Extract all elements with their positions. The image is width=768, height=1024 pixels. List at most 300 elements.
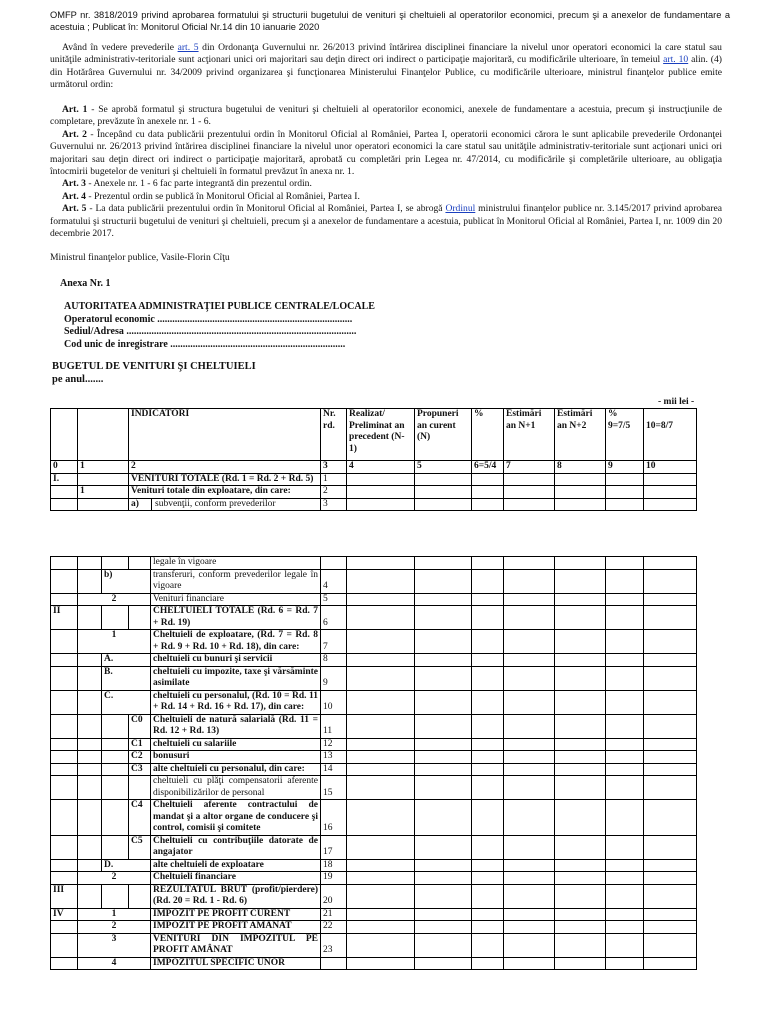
row-section	[51, 921, 78, 934]
value-cell	[347, 800, 415, 836]
value-cell	[606, 859, 644, 872]
table-row	[51, 872, 697, 885]
value-cell	[606, 557, 644, 570]
value-cell	[472, 630, 504, 654]
value-cell	[555, 486, 606, 499]
value-cell	[644, 872, 697, 885]
row-code	[129, 606, 151, 630]
row-code: C3	[129, 763, 151, 776]
row-section	[51, 486, 78, 499]
value-cell	[644, 569, 697, 593]
col-number: 10	[644, 461, 697, 474]
value-cell	[347, 666, 415, 690]
value-cell	[472, 557, 504, 570]
operator-line: Operatorul economic ..............................................................................	[64, 313, 353, 325]
value-cell	[555, 921, 606, 934]
row-section: IV	[51, 908, 78, 921]
col-ratio-10	[644, 409, 697, 461]
value-cell	[472, 859, 504, 872]
article-text: - Începând cu data publicării prezentului ordin în Monitorul Oficial al României, Partea I, operatorii economici cărora le sunt aplicabile prevederile Ordonanţei Guvernului nr. 26/2013 privind întărirea disciplinei financiare la nivelul unor operatori economici la care statul sau unităţile administrativ-teritoriale sunt acţionari unici ori majoritari sau deţin direct ori indirect o participaţie majoritară, aprobată cu completări prin Legea nr. 47/2014, cu modificările şi completările ulterioare, au obligaţia întocmirii bugetelor de venituri şi cheltuieli în formatul prevăzut în anexa nr. 1.	[50, 128, 722, 178]
row-sub: 4	[78, 957, 151, 970]
article-4	[50, 191, 722, 203]
value-cell	[644, 800, 697, 836]
value-cell	[415, 957, 472, 970]
col-est1: Estimări an N+1	[504, 409, 555, 461]
table-row	[51, 884, 697, 908]
value-cell	[415, 738, 472, 751]
col-pct2-label: %	[608, 409, 618, 419]
row-letter: a)	[131, 499, 152, 511]
row-sub	[78, 800, 102, 836]
article-text: - Prezentul ordin se publică în Monitorul Oficial al României, Partea I.	[85, 190, 360, 202]
value-cell	[606, 498, 644, 511]
value-cell	[472, 933, 504, 957]
row-number: 18	[321, 859, 347, 872]
value-cell	[415, 776, 472, 800]
value-cell	[504, 569, 555, 593]
value-cell	[347, 654, 415, 667]
value-cell	[504, 606, 555, 630]
row-section	[51, 557, 78, 570]
col-number: 4	[347, 461, 415, 474]
value-cell	[415, 751, 472, 764]
table-row	[51, 763, 697, 776]
value-cell	[555, 763, 606, 776]
value-cell	[472, 606, 504, 630]
value-cell	[415, 884, 472, 908]
row-sub: 1	[78, 486, 129, 499]
value-cell	[415, 933, 472, 957]
value-cell	[555, 690, 606, 714]
row-indicator: VENITURI DIN IMPOZITUL PE PROFIT AMÂNAT	[151, 933, 321, 957]
value-cell	[504, 884, 555, 908]
value-cell	[644, 473, 697, 486]
art10-link[interactable]: art. 10	[663, 54, 689, 66]
value-cell	[606, 751, 644, 764]
value-cell	[347, 606, 415, 630]
value-cell	[504, 486, 555, 499]
row-number: 15	[321, 776, 347, 800]
article-label: Art. 3	[62, 178, 86, 190]
row-number: 10	[321, 690, 347, 714]
row-indicator: alte cheltuieli cu personalul, din care:	[151, 763, 321, 776]
value-cell	[504, 751, 555, 764]
value-cell	[415, 835, 472, 859]
table-row	[51, 835, 697, 859]
value-cell	[347, 763, 415, 776]
authority-block	[64, 301, 375, 351]
value-cell	[415, 486, 472, 499]
row-number: 21	[321, 908, 347, 921]
value-cell	[606, 921, 644, 934]
article-5	[50, 203, 722, 240]
row-sub	[78, 498, 129, 511]
value-cell	[415, 872, 472, 885]
value-cell	[415, 473, 472, 486]
row-indicator: cheltuieli cu salariile	[151, 738, 321, 751]
col-number: 3	[321, 461, 347, 474]
value-cell	[606, 884, 644, 908]
budget-table-part1	[50, 408, 697, 511]
row-number	[321, 957, 347, 970]
value-cell	[606, 654, 644, 667]
row-indicator: cheltuieli cu bunuri şi servicii	[151, 654, 321, 667]
row-indicator: Cheltuieli financiare	[151, 872, 321, 885]
value-cell	[504, 933, 555, 957]
table-row	[51, 800, 697, 836]
row-sub	[78, 569, 102, 593]
row-indicator: alte cheltuieli de exploatare	[151, 859, 321, 872]
value-cell	[347, 884, 415, 908]
row-indicator	[129, 498, 321, 511]
row-number: 16	[321, 800, 347, 836]
value-cell	[472, 908, 504, 921]
value-cell	[555, 738, 606, 751]
row-indicator: Venituri financiare	[151, 593, 321, 606]
col-number: 9	[606, 461, 644, 474]
value-cell	[347, 776, 415, 800]
value-cell	[555, 872, 606, 885]
value-cell	[504, 473, 555, 486]
value-cell	[644, 593, 697, 606]
value-cell	[504, 763, 555, 776]
row-indicator: cheltuieli cu personalul, (Rd. 10 = Rd. 11 + Rd. 14 + Rd. 16 + Rd. 17), din care:	[151, 690, 321, 714]
table-row	[51, 654, 697, 667]
row-section	[51, 957, 78, 970]
column-number-row	[51, 461, 697, 474]
table-row	[51, 666, 697, 690]
row-number: 8	[321, 654, 347, 667]
row-sub: 1	[78, 630, 151, 654]
row-sub	[78, 738, 102, 751]
row-indicator: IMPOZIT PE PROFIT CURENT	[151, 908, 321, 921]
budget-table-part2	[50, 556, 697, 970]
value-cell	[555, 835, 606, 859]
value-cell	[644, 666, 697, 690]
table-row	[51, 606, 697, 630]
row-sub	[78, 714, 102, 738]
table-row	[51, 630, 697, 654]
value-cell	[606, 763, 644, 776]
value-cell	[504, 557, 555, 570]
value-cell	[555, 859, 606, 872]
value-cell	[472, 957, 504, 970]
value-cell	[415, 498, 472, 511]
row-indicator: Cheltuieli cu contribuţiile datorate de angajator	[151, 835, 321, 859]
row-indicator: IMPOZITUL SPECIFIC UNOR	[151, 957, 321, 970]
value-cell	[644, 606, 697, 630]
row-section	[51, 630, 78, 654]
row-sub: 2	[78, 872, 151, 885]
col-ratio-9: 9=7/5	[608, 420, 631, 431]
col-propuneri: Propuneri an curent (N)	[415, 409, 472, 461]
value-cell	[504, 498, 555, 511]
row-indicator: cheltuieli cu plăţi compensatorii aferente disponibilizărilor de personal	[151, 776, 321, 800]
row-indicator: Cheltuieli de exploatare, (Rd. 7 = Rd. 8 + Rd. 9 + Rd. 10 + Rd. 18), din care:	[151, 630, 321, 654]
address-line: Sediul/Adresa ............................................................................................	[64, 326, 357, 337]
value-cell	[606, 690, 644, 714]
value-cell	[415, 557, 472, 570]
value-cell	[555, 630, 606, 654]
value-cell	[415, 921, 472, 934]
value-cell	[606, 666, 644, 690]
value-cell	[347, 498, 415, 511]
value-cell	[504, 690, 555, 714]
row-letter	[102, 884, 129, 908]
value-cell	[415, 666, 472, 690]
value-cell	[347, 933, 415, 957]
value-cell	[555, 933, 606, 957]
value-cell	[415, 859, 472, 872]
row-letter: C.	[102, 690, 151, 714]
row-section	[51, 666, 78, 690]
row-sub	[78, 835, 102, 859]
value-cell	[347, 859, 415, 872]
value-cell	[472, 751, 504, 764]
row-section	[51, 776, 78, 800]
col-realizat: Realizat/ Preliminat an precedent (N-1)	[347, 409, 415, 461]
ordinul-link[interactable]: Ordinul	[445, 203, 476, 215]
row-number	[321, 557, 347, 570]
row-sub: 1	[78, 908, 151, 921]
row-code	[129, 884, 151, 908]
col-number: 8	[555, 461, 606, 474]
value-cell	[347, 872, 415, 885]
value-cell	[644, 690, 697, 714]
value-cell	[347, 738, 415, 751]
value-cell	[472, 654, 504, 667]
value-cell	[415, 690, 472, 714]
value-cell	[644, 498, 697, 511]
value-cell	[644, 630, 697, 654]
value-cell	[644, 884, 697, 908]
value-cell	[606, 957, 644, 970]
row-indicator: IMPOZIT PE PROFIT AMÂNAT	[151, 921, 321, 934]
value-cell	[472, 486, 504, 499]
row-letter	[102, 738, 129, 751]
value-cell	[472, 714, 504, 738]
row-letter: B.	[102, 666, 151, 690]
value-cell	[472, 473, 504, 486]
article-3	[50, 178, 722, 190]
value-cell	[472, 921, 504, 934]
col-number: 6=5/4	[472, 461, 504, 474]
article-2	[50, 129, 722, 179]
value-cell	[644, 908, 697, 921]
col-number: 0	[51, 461, 78, 474]
value-cell	[555, 884, 606, 908]
value-cell	[504, 654, 555, 667]
row-section	[51, 690, 78, 714]
value-cell	[555, 654, 606, 667]
col-number: 2	[129, 461, 321, 474]
row-number: 12	[321, 738, 347, 751]
articles	[50, 104, 722, 240]
value-cell	[415, 630, 472, 654]
row-section	[51, 654, 78, 667]
value-cell	[606, 776, 644, 800]
row-sub	[78, 606, 102, 630]
value-cell	[472, 738, 504, 751]
row-letter	[102, 606, 129, 630]
row-code	[129, 776, 151, 800]
signature: Ministrul finanţelor publice, Vasile-Florin Cîţu	[50, 252, 230, 263]
value-cell	[347, 569, 415, 593]
value-cell	[347, 921, 415, 934]
value-cell	[606, 486, 644, 499]
value-cell	[606, 569, 644, 593]
row-letter: b)	[102, 569, 151, 593]
value-cell	[347, 957, 415, 970]
row-indicator: legale în vigoare	[151, 557, 321, 570]
cui-line: Cod unic de inregistrare ......................................................................	[64, 338, 346, 350]
row-number: 1	[321, 473, 347, 486]
row-number: 13	[321, 751, 347, 764]
budget-title: BUGETUL DE VENITURI ŞI CHELTUIELI	[52, 361, 256, 372]
annex-title: Anexa Nr. 1	[60, 278, 111, 289]
row-section	[51, 933, 78, 957]
value-cell	[606, 606, 644, 630]
preamble-text: Având în vedere prevederile	[62, 42, 178, 53]
col-pct: %	[472, 409, 504, 461]
row-indicator: Venituri totale din exploatare, din care:	[129, 486, 321, 499]
article-text: - Anexele nr. 1 - 6 fac parte integrantă din prezentul ordin.	[85, 178, 312, 190]
row-code: C5	[129, 835, 151, 859]
article-text: ministrului finanţelor publice nr. 3.145/2017 privind aprobarea formatului şi structurii bugetului de venituri şi cheltuieli, precum şi a anexelor de fundamentare a acestuia, publicat în Monitorul Oficial al României, Partea I, nr. 1009 din 20 decembrie 2017.	[50, 203, 722, 240]
value-cell	[347, 835, 415, 859]
article-1	[50, 104, 722, 129]
value-cell	[504, 666, 555, 690]
value-cell	[644, 654, 697, 667]
value-cell	[644, 859, 697, 872]
row-letter	[102, 763, 129, 776]
row-code: C4	[129, 800, 151, 836]
row-sub	[78, 557, 102, 570]
row-sub	[78, 884, 102, 908]
value-cell	[347, 473, 415, 486]
row-number: 6	[321, 606, 347, 630]
row-number: 2	[321, 486, 347, 499]
row-section	[51, 763, 78, 776]
row-section	[51, 738, 78, 751]
value-cell	[644, 835, 697, 859]
value-cell	[504, 714, 555, 738]
value-cell	[555, 593, 606, 606]
row-section: II	[51, 606, 78, 630]
row-section	[51, 569, 78, 593]
row-section	[51, 872, 78, 885]
row-section: I.	[51, 473, 78, 486]
value-cell	[347, 751, 415, 764]
article-label: Art. 5	[62, 203, 87, 215]
row-sub: 2	[78, 593, 151, 606]
table-row	[51, 859, 697, 872]
value-cell	[644, 738, 697, 751]
col-est2: Estimări an N+2	[555, 409, 606, 461]
value-cell	[555, 800, 606, 836]
value-cell	[415, 593, 472, 606]
row-number: 4	[321, 569, 347, 593]
row-number: 17	[321, 835, 347, 859]
value-cell	[504, 921, 555, 934]
row-indicator: Cheltuieli de natură salarială (Rd. 11 = Rd. 12 + Rd. 13)	[151, 714, 321, 738]
value-cell	[347, 690, 415, 714]
table-row	[51, 714, 697, 738]
table-row	[51, 593, 697, 606]
value-cell	[555, 606, 606, 630]
row-code: C0	[129, 714, 151, 738]
col-number: 1	[78, 461, 129, 474]
row-sub	[78, 763, 102, 776]
col-pct2	[606, 409, 644, 461]
value-cell	[644, 763, 697, 776]
value-cell	[415, 763, 472, 776]
preamble	[50, 42, 722, 92]
value-cell	[347, 908, 415, 921]
row-number: 22	[321, 921, 347, 934]
table-row	[51, 738, 697, 751]
row-number: 5	[321, 593, 347, 606]
value-cell	[606, 800, 644, 836]
table-row	[51, 921, 697, 934]
table-row	[51, 473, 697, 486]
value-cell	[606, 714, 644, 738]
value-cell	[504, 776, 555, 800]
row-letter	[102, 776, 129, 800]
value-cell	[472, 666, 504, 690]
article-text: - La data publicării prezentului ordin în Monitorul Oficial al României, Partea I, se abrogă	[86, 203, 446, 215]
table-row	[51, 498, 697, 511]
row-sub	[78, 776, 102, 800]
value-cell	[472, 884, 504, 908]
value-cell	[555, 908, 606, 921]
row-letter	[102, 557, 129, 570]
value-cell	[472, 776, 504, 800]
value-cell	[472, 498, 504, 511]
table-row	[51, 776, 697, 800]
value-cell	[606, 933, 644, 957]
budget-year: pe anul.......	[52, 373, 104, 385]
row-indicator: REZULTATUL BRUT (profit/pierdere) (Rd. 20 = Rd. 1 - Rd. 6)	[151, 884, 321, 908]
row-sub: 3	[78, 933, 151, 957]
row-sub	[78, 666, 102, 690]
row-section	[51, 800, 78, 836]
value-cell	[606, 835, 644, 859]
value-cell	[555, 498, 606, 511]
value-cell	[555, 751, 606, 764]
value-cell	[347, 630, 415, 654]
preamble-text: alin. (4) din Hotărârea Guvernului nr. 34/2009 privind organizarea şi funcţionarea Ministerului Finanţelor Publice, cu modificările ulterioare, ministrul finanţelor publice emite următorul ordin:	[50, 54, 722, 91]
row-indicator: Cheltuieli aferente contractului de mandat şi a altor organe de conducere şi control, comisii şi comitete	[151, 800, 321, 836]
col-indicatori: INDICATORI	[129, 409, 321, 461]
article-text: - Se aprobă formatul şi structura bugetului de venituri şi cheltuieli al operatorilor economici, anexele de fundamentare a acestuia, precum şi instrucţiunile de completare, prevăzute în anexele nr. 1 - 6.	[50, 104, 723, 128]
authority-title: AUTORITATEA ADMINISTRAŢIEI PUBLICE CENTRALE/LOCALE	[64, 301, 375, 312]
row-sub	[78, 654, 102, 667]
value-cell	[606, 738, 644, 751]
preamble-text: din Ordonanţa Guvernului nr. 26/2013 privind întărirea disciplinei financiare la nivelul unor operatori economici la care statul sau unităţile administrativ-teritoriale sunt acţionari unici ori majoritari sau deţin direct ori indirect o participaţie majoritară, cu modificările ulterioare, în temeiul	[50, 42, 722, 66]
row-sub	[78, 751, 102, 764]
art5-link[interactable]: art. 5	[177, 42, 199, 53]
value-cell	[606, 872, 644, 885]
row-section: III	[51, 884, 78, 908]
value-cell	[606, 473, 644, 486]
row-letter	[102, 800, 129, 836]
value-cell	[644, 714, 697, 738]
value-cell	[606, 630, 644, 654]
article-label: Art. 2	[62, 128, 87, 140]
value-cell	[415, 908, 472, 921]
value-cell	[472, 593, 504, 606]
